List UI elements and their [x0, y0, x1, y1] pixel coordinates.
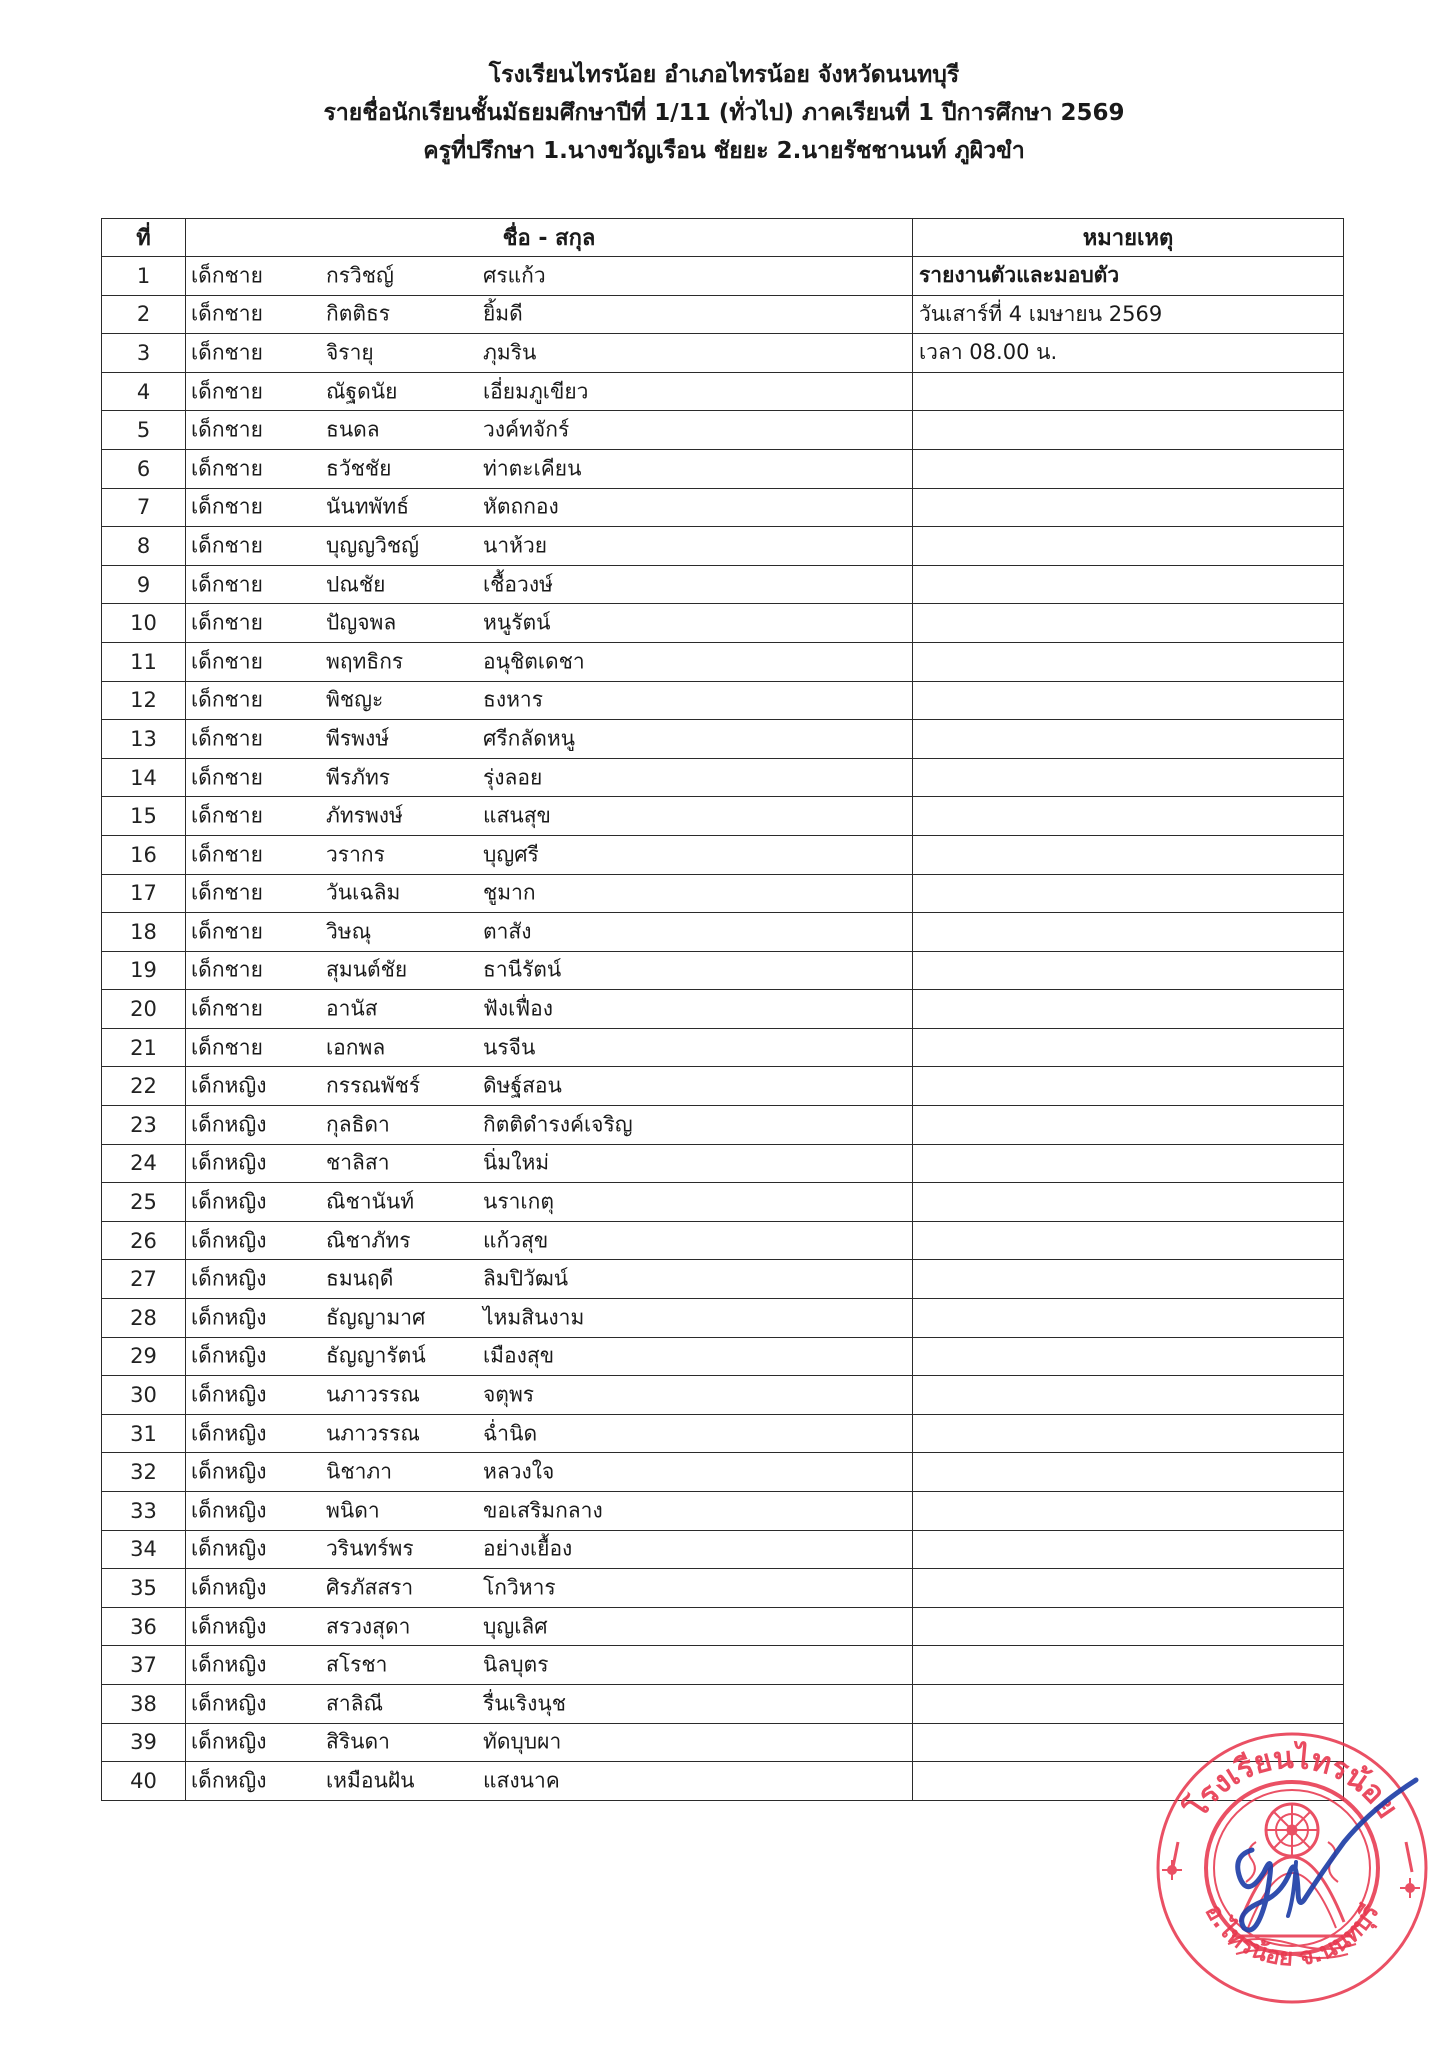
first-name: กุลธิดา	[326, 1112, 390, 1137]
remarks-cell	[913, 565, 1344, 604]
student-name-cell	[186, 1221, 913, 1260]
name-prefix: เด็กหญิง	[191, 1150, 267, 1175]
first-name: ณิชานันท์	[326, 1189, 415, 1214]
remarks-cell	[913, 1028, 1344, 1067]
name-prefix: เด็กชาย	[191, 649, 263, 674]
remarks-cell	[913, 642, 1344, 681]
last-name: ดิษฐ์สอน	[483, 1073, 562, 1098]
name-prefix: เด็กชาย	[191, 1035, 263, 1060]
table-row	[102, 758, 1344, 797]
row-number: 30	[102, 1376, 186, 1415]
name-prefix: เด็กหญิง	[191, 1189, 267, 1214]
name-prefix: เด็กชาย	[191, 996, 263, 1021]
remarks-cell	[913, 1183, 1344, 1222]
table-row	[102, 874, 1344, 913]
row-number: 10	[102, 604, 186, 643]
table-row	[102, 372, 1344, 411]
student-name-cell	[186, 1646, 913, 1685]
last-name: ท่าตะเคียน	[483, 456, 582, 481]
name-prefix: เด็กหญิง	[191, 1768, 267, 1793]
name-prefix: เด็กชาย	[191, 803, 263, 828]
last-name: นิ่มใหม่	[483, 1150, 550, 1175]
name-prefix: เด็กหญิง	[191, 1614, 267, 1639]
last-name: โกวิหาร	[483, 1575, 556, 1600]
last-name: ทัดบุบผา	[483, 1729, 562, 1754]
row-number: 27	[102, 1260, 186, 1299]
name-prefix: เด็กชาย	[191, 301, 263, 326]
table-row	[102, 642, 1344, 681]
last-name: อนุชิตเดชา	[483, 649, 585, 674]
stamp-bottom-text: อ.ไทรน้อย จ.นนทบุรี	[1199, 1899, 1385, 1972]
table-row	[102, 1492, 1344, 1531]
first-name: เอกพล	[326, 1035, 386, 1060]
remarks-cell	[913, 1453, 1344, 1492]
name-prefix: เด็กชาย	[191, 263, 263, 288]
table-row	[102, 1684, 1344, 1723]
row-number: 19	[102, 951, 186, 990]
remarks-cell	[913, 1067, 1344, 1106]
last-name: นรจีน	[483, 1035, 536, 1060]
remarks-cell	[913, 1144, 1344, 1183]
student-name-cell	[186, 1723, 913, 1762]
last-name: รุ่งลอย	[483, 765, 543, 790]
remarks-cell	[913, 411, 1344, 450]
remarks-cell: รายงานตัวและมอบตัว	[913, 257, 1344, 296]
row-number: 31	[102, 1414, 186, 1453]
table-row	[102, 1260, 1344, 1299]
row-number: 36	[102, 1607, 186, 1646]
last-name: บุญศรี	[483, 842, 539, 867]
first-name: ธัญญามาศ	[326, 1305, 426, 1330]
row-number: 33	[102, 1492, 186, 1531]
last-name: ศรแก้ว	[483, 263, 546, 288]
name-prefix: เด็กหญิง	[191, 1343, 267, 1368]
name-prefix: เด็กชาย	[191, 610, 263, 635]
name-prefix: เด็กชาย	[191, 379, 263, 404]
last-name: ภุมริน	[483, 340, 537, 365]
student-name-cell	[186, 1106, 913, 1145]
first-name: ปณชัย	[326, 572, 386, 597]
table-header-row	[102, 219, 1344, 257]
first-name: วิษณุ	[326, 919, 372, 944]
name-prefix: เด็กหญิง	[191, 1382, 267, 1407]
roster-title-line: รายชื่อนักเรียนชั้นมัธยมศึกษาปีที่ 1/11 (ทั่วไป) ภาคเรียนที่ 1 ปีการศึกษา 2569	[323, 100, 1125, 126]
name-prefix: เด็กชาย	[191, 919, 263, 944]
table-row	[102, 720, 1344, 759]
first-name: ธมนฤดี	[326, 1266, 394, 1291]
remarks-cell	[913, 1414, 1344, 1453]
row-number: 21	[102, 1028, 186, 1067]
first-name: ศิรภัสสรา	[326, 1575, 414, 1600]
student-name-cell	[186, 565, 913, 604]
row-number: 40	[102, 1762, 186, 1801]
student-name-cell	[186, 642, 913, 681]
table-row	[102, 1337, 1344, 1376]
row-number: 16	[102, 835, 186, 874]
remarks-cell: วันเสาร์ที่ 4 เมษายน 2569	[913, 295, 1344, 334]
student-name-cell	[186, 1762, 913, 1801]
last-name: หนูรัตน์	[483, 610, 551, 635]
student-name-cell	[186, 1144, 913, 1183]
student-name-cell	[186, 1299, 913, 1338]
row-number: 34	[102, 1530, 186, 1569]
first-name: บุญญวิชญ์	[326, 533, 420, 558]
remarks-cell	[913, 1684, 1344, 1723]
student-name-cell	[186, 1028, 913, 1067]
remarks-cell	[913, 1607, 1344, 1646]
row-number: 32	[102, 1453, 186, 1492]
row-number: 9	[102, 565, 186, 604]
last-name: วงค์ทจักร์	[483, 417, 570, 442]
remarks-cell	[913, 835, 1344, 874]
student-roster-table	[101, 218, 1344, 1801]
row-number: 17	[102, 874, 186, 913]
last-name: แสงนาค	[483, 1768, 560, 1793]
column-header-remarks: หมายเหตุ	[913, 219, 1344, 257]
name-prefix: เด็กหญิง	[191, 1305, 267, 1330]
student-name-cell	[186, 295, 913, 334]
student-name-cell	[186, 1260, 913, 1299]
student-name-cell	[186, 411, 913, 450]
student-name-cell	[186, 681, 913, 720]
row-number: 37	[102, 1646, 186, 1685]
student-name-cell	[186, 1453, 913, 1492]
name-prefix: เด็กชาย	[191, 456, 263, 481]
table-row	[102, 1414, 1344, 1453]
name-prefix: เด็กชาย	[191, 687, 263, 712]
first-name: สุมนต์ชัย	[326, 957, 408, 982]
remarks-cell	[913, 1530, 1344, 1569]
table-row	[102, 257, 1344, 296]
remarks-cell	[913, 758, 1344, 797]
table-row	[102, 1530, 1344, 1569]
remarks-cell	[913, 1221, 1344, 1260]
remarks-cell	[913, 527, 1344, 566]
first-name: นันทพัทธ์	[326, 494, 410, 519]
first-name: ภัทรพงษ์	[326, 803, 403, 828]
table-row	[102, 1028, 1344, 1067]
row-number: 13	[102, 720, 186, 759]
student-name-cell	[186, 372, 913, 411]
remarks-cell	[913, 488, 1344, 527]
row-number: 20	[102, 990, 186, 1029]
first-name: นภาวรรณ	[326, 1382, 420, 1407]
row-number: 25	[102, 1183, 186, 1222]
row-number: 1	[102, 257, 186, 296]
school-name-line: โรงเรียนไทรน้อย อำเภอไทรน้อย จังหวัดนนทบุรี	[488, 62, 960, 88]
remarks-cell	[913, 720, 1344, 759]
table-row	[102, 990, 1344, 1029]
first-name: สโรชา	[326, 1652, 388, 1677]
table-row	[102, 334, 1344, 373]
column-header-fullname: ชื่อ - สกุล	[186, 219, 913, 257]
row-number: 18	[102, 913, 186, 952]
advisors-line: ครูที่ปรึกษา 1.นางขวัญเรือน ชัยยะ 2.นายรัชชานนท์ ภูผิวขำ	[423, 138, 1025, 164]
remarks-cell: เวลา 08.00 น.	[913, 334, 1344, 373]
remarks-cell	[913, 1376, 1344, 1415]
student-name-cell	[186, 797, 913, 836]
table-row	[102, 527, 1344, 566]
student-name-cell	[186, 488, 913, 527]
first-name: ชาลิสา	[326, 1150, 390, 1175]
name-prefix: เด็กหญิง	[191, 1729, 267, 1754]
row-number: 4	[102, 372, 186, 411]
last-name: ยิ้มดี	[483, 301, 523, 326]
remarks-cell	[913, 1492, 1344, 1531]
last-name: แก้วสุข	[483, 1228, 549, 1253]
remarks-cell	[913, 874, 1344, 913]
table-row	[102, 1221, 1344, 1260]
row-number: 26	[102, 1221, 186, 1260]
last-name: จตุพร	[483, 1382, 535, 1407]
remarks-cell	[913, 1569, 1344, 1608]
table-row	[102, 835, 1344, 874]
remarks-cell	[913, 990, 1344, 1029]
table-row	[102, 1183, 1344, 1222]
row-number: 2	[102, 295, 186, 334]
row-number: 11	[102, 642, 186, 681]
first-name: สรวงสุดา	[326, 1614, 411, 1639]
row-number: 22	[102, 1067, 186, 1106]
table-row	[102, 1453, 1344, 1492]
remarks-cell	[913, 449, 1344, 488]
row-number: 24	[102, 1144, 186, 1183]
table-row	[102, 604, 1344, 643]
name-prefix: เด็กหญิง	[191, 1536, 267, 1561]
table-row	[102, 797, 1344, 836]
name-prefix: เด็กชาย	[191, 533, 263, 558]
student-name-cell	[186, 758, 913, 797]
name-prefix: เด็กหญิง	[191, 1691, 267, 1716]
student-name-cell	[186, 1376, 913, 1415]
student-name-cell	[186, 1569, 913, 1608]
row-number: 14	[102, 758, 186, 797]
first-name: นภาวรรณ	[326, 1421, 420, 1446]
first-name: สิรินดา	[326, 1729, 390, 1754]
student-name-cell	[186, 1684, 913, 1723]
last-name: ตาสัง	[483, 919, 532, 944]
table-row	[102, 1646, 1344, 1685]
first-name: ธวัชชัย	[326, 456, 392, 481]
student-name-cell	[186, 990, 913, 1029]
row-number: 28	[102, 1299, 186, 1338]
last-name: ฟังเฟื่อง	[483, 996, 554, 1021]
table-row	[102, 681, 1344, 720]
last-name: เชื้อวงษ์	[483, 572, 553, 597]
last-name: อย่างเยื้อง	[483, 1536, 573, 1561]
last-name: นราเกตุ	[483, 1189, 554, 1214]
first-name: อานัส	[326, 996, 378, 1021]
table-row	[102, 449, 1344, 488]
name-prefix: เด็กหญิง	[191, 1266, 267, 1291]
table-row	[102, 1299, 1344, 1338]
student-name-cell	[186, 527, 913, 566]
remarks-cell	[913, 797, 1344, 836]
name-prefix: เด็กหญิง	[191, 1228, 267, 1253]
row-number: 3	[102, 334, 186, 373]
name-prefix: เด็กหญิง	[191, 1073, 267, 1098]
remarks-cell	[913, 1299, 1344, 1338]
first-name: จิรายุ	[326, 340, 374, 365]
student-name-cell	[186, 951, 913, 990]
student-name-cell	[186, 1414, 913, 1453]
name-prefix: เด็กชาย	[191, 726, 263, 751]
last-name: ไหมสินงาม	[483, 1305, 585, 1330]
name-prefix: เด็กชาย	[191, 494, 263, 519]
first-name: พิชญะ	[326, 687, 384, 712]
name-prefix: เด็กหญิง	[191, 1459, 267, 1484]
table-row	[102, 411, 1344, 450]
last-name: ขอเสริมกลาง	[483, 1498, 603, 1523]
first-name: กรวิชญ์	[326, 263, 394, 288]
name-prefix: เด็กชาย	[191, 417, 263, 442]
column-header-number: ที่	[102, 219, 186, 257]
roster-body	[102, 257, 1344, 1801]
row-number: 29	[102, 1337, 186, 1376]
last-name: เอี่ยมภูเขียว	[483, 379, 589, 404]
student-name-cell	[186, 1492, 913, 1531]
remarks-cell	[913, 604, 1344, 643]
student-name-cell	[186, 334, 913, 373]
table-row	[102, 1067, 1344, 1106]
remarks-cell	[913, 913, 1344, 952]
row-number: 7	[102, 488, 186, 527]
table-row	[102, 1569, 1344, 1608]
row-number: 23	[102, 1106, 186, 1145]
table-row	[102, 1144, 1344, 1183]
table-row	[102, 565, 1344, 604]
name-prefix: เด็กชาย	[191, 957, 263, 982]
remarks-cell	[913, 1106, 1344, 1145]
student-name-cell	[186, 913, 913, 952]
student-name-cell	[186, 1530, 913, 1569]
first-name: สาลิณี	[326, 1691, 383, 1716]
last-name: ธานีรัตน์	[483, 957, 562, 982]
last-name: หลวงใจ	[483, 1459, 555, 1484]
remarks-cell	[913, 1260, 1344, 1299]
first-name: ธนดล	[326, 417, 380, 442]
last-name: บุญเลิศ	[483, 1614, 548, 1639]
name-prefix: เด็กหญิง	[191, 1112, 267, 1137]
remarks-cell	[913, 681, 1344, 720]
first-name: ธัญญารัตน์	[326, 1343, 426, 1368]
remarks-cell	[913, 372, 1344, 411]
row-number: 12	[102, 681, 186, 720]
remarks-cell	[913, 1646, 1344, 1685]
student-name-cell	[186, 604, 913, 643]
last-name: ฉ่ำนิด	[483, 1421, 538, 1446]
remarks-cell	[913, 1337, 1344, 1376]
first-name: วรากร	[326, 842, 385, 867]
row-number: 8	[102, 527, 186, 566]
first-name: พฤทธิกร	[326, 649, 404, 674]
last-name: เมืองสุข	[483, 1343, 555, 1368]
first-name: ปัญจพล	[326, 610, 397, 635]
student-name-cell	[186, 835, 913, 874]
name-prefix: เด็กชาย	[191, 880, 263, 905]
name-prefix: เด็กชาย	[191, 842, 263, 867]
table-row	[102, 1106, 1344, 1145]
row-number: 6	[102, 449, 186, 488]
student-name-cell	[186, 1607, 913, 1646]
table-row	[102, 488, 1344, 527]
first-name: ณัฐดนัย	[326, 379, 398, 404]
first-name: กิตติธร	[326, 301, 391, 326]
row-number: 35	[102, 1569, 186, 1608]
remarks-cell	[913, 951, 1344, 990]
last-name: ลิมปิวัฒน์	[483, 1266, 569, 1291]
first-name: นิชาภา	[326, 1459, 393, 1484]
name-prefix: เด็กหญิง	[191, 1421, 267, 1446]
student-name-cell	[186, 449, 913, 488]
document-header	[0, 56, 1448, 170]
student-name-cell	[186, 720, 913, 759]
last-name: รื่นเริงนุช	[483, 1691, 566, 1716]
first-name: พนิดา	[326, 1498, 380, 1523]
last-name: ศรีกลัดหนู	[483, 726, 576, 751]
last-name: ชูมาก	[483, 880, 536, 905]
table-row	[102, 951, 1344, 990]
table-row	[102, 1376, 1344, 1415]
row-number: 39	[102, 1723, 186, 1762]
student-name-cell	[186, 1337, 913, 1376]
last-name: กิตติดำรงค์เจริญ	[483, 1112, 633, 1137]
name-prefix: เด็กชาย	[191, 572, 263, 597]
student-name-cell	[186, 1183, 913, 1222]
name-prefix: เด็กชาย	[191, 340, 263, 365]
name-prefix: เด็กหญิง	[191, 1498, 267, 1523]
name-prefix: เด็กหญิง	[191, 1575, 267, 1600]
school-seal-stamp	[1148, 1722, 1436, 2010]
first-name: กรรณพัชร์	[326, 1073, 421, 1098]
row-number: 5	[102, 411, 186, 450]
first-name: วันเฉลิม	[326, 880, 401, 905]
name-prefix: เด็กชาย	[191, 765, 263, 790]
student-name-cell	[186, 257, 913, 296]
last-name: แสนสุข	[483, 803, 551, 828]
student-name-cell	[186, 874, 913, 913]
row-number: 15	[102, 797, 186, 836]
first-name: พีรภัทร	[326, 765, 391, 790]
stamp-top-text: โรงเรียนไทรน้อย	[1179, 1740, 1405, 1825]
last-name: นิลบุตร	[483, 1652, 549, 1677]
table-row	[102, 913, 1344, 952]
row-number: 38	[102, 1684, 186, 1723]
first-name: พีรพงษ์	[326, 726, 390, 751]
last-name: ธงหาร	[483, 687, 543, 712]
table-row	[102, 1607, 1344, 1646]
first-name: ณิชาภัทร	[326, 1228, 411, 1253]
first-name: วรินทร์พร	[326, 1536, 414, 1561]
table-row	[102, 295, 1344, 334]
last-name: หัตถกอง	[483, 494, 559, 519]
name-prefix: เด็กหญิง	[191, 1652, 267, 1677]
student-name-cell	[186, 1067, 913, 1106]
last-name: นาห้วย	[483, 533, 548, 558]
first-name: เหมือนฝัน	[326, 1768, 415, 1793]
